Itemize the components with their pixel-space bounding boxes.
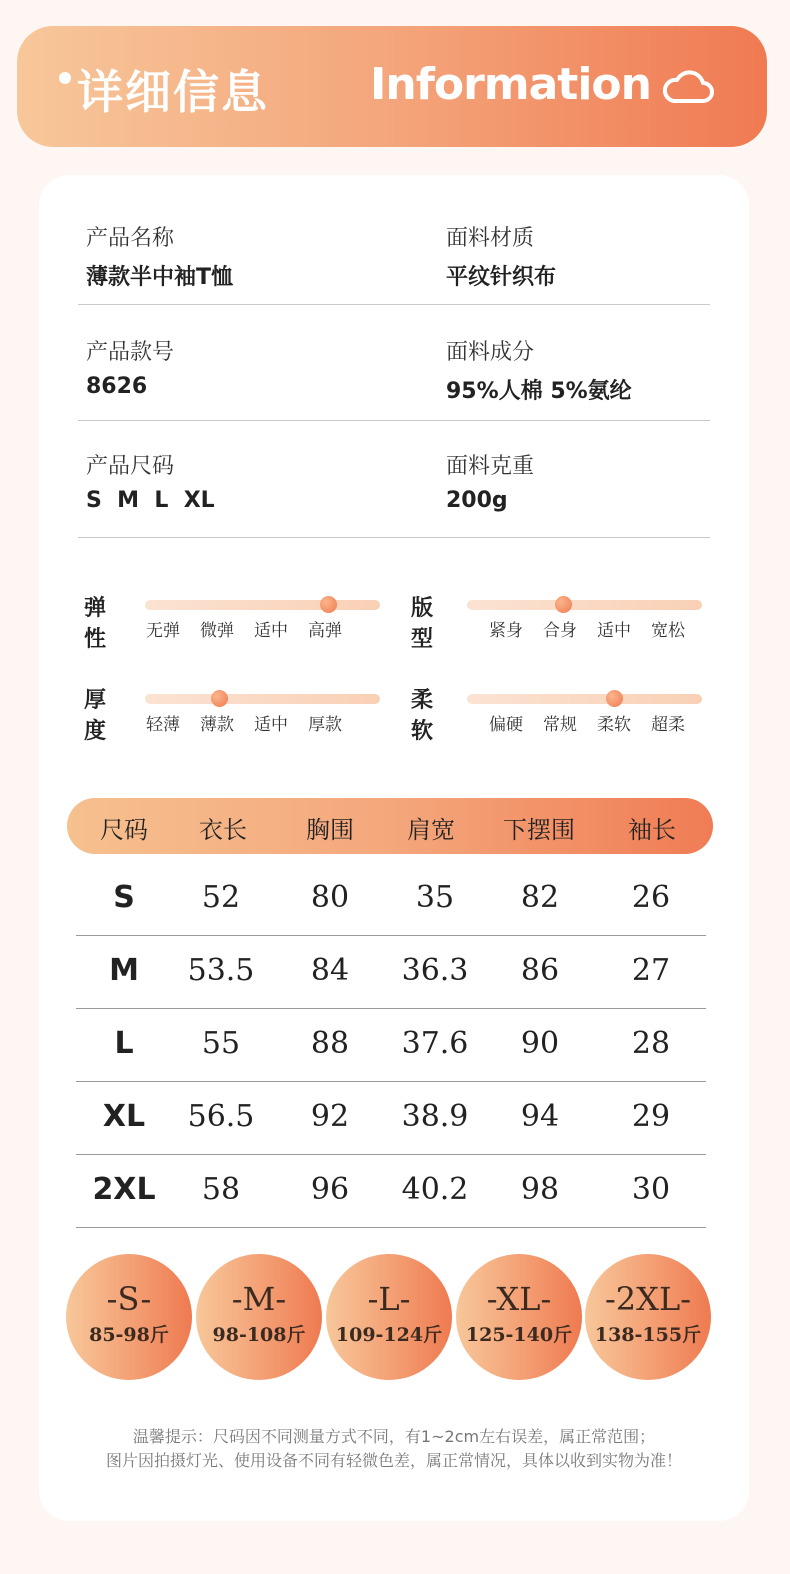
- size-cell: 80: [310, 880, 350, 915]
- attr-option: 柔软: [597, 715, 631, 735]
- info-row: [78, 305, 710, 421]
- size-header-cell: 袖长: [628, 816, 676, 844]
- badge-size: -S-: [106, 1280, 152, 1318]
- badge-size: -L-: [367, 1280, 411, 1318]
- attr-track: [145, 694, 380, 704]
- info-value: 平纹针织布: [446, 265, 557, 290]
- size-cell: 96: [310, 1172, 350, 1207]
- attr-option: 适中: [254, 621, 288, 641]
- size-cell: S: [113, 880, 135, 915]
- weight-badge: [66, 1254, 192, 1380]
- size-cell: 38.9: [401, 1099, 469, 1134]
- size-cell: 53.5: [187, 953, 255, 988]
- attr-options: [489, 616, 705, 641]
- size-cell: 26: [631, 880, 671, 915]
- size-cell: 36.3: [401, 953, 469, 988]
- info-cell: [86, 335, 174, 399]
- size-cell: 94: [520, 1099, 560, 1134]
- info-cell: [446, 335, 632, 405]
- header-title-cn: 详细信息: [77, 65, 269, 119]
- size-header-cell: 尺码: [100, 816, 148, 844]
- attr-option: 合身: [543, 621, 577, 641]
- attr-option: 宽松: [651, 621, 685, 641]
- dot-icon: [59, 72, 71, 84]
- weight-badge: [585, 1254, 711, 1380]
- size-cell: 35: [415, 880, 455, 915]
- size-cell: 52: [201, 880, 241, 915]
- badge-size: -2XL-: [604, 1280, 691, 1318]
- badge-size: -XL-: [486, 1280, 552, 1318]
- info-cell: [446, 221, 556, 291]
- attr-options: [489, 710, 705, 735]
- size-cell: 56.5: [187, 1099, 255, 1134]
- size-cell: 40.2: [401, 1172, 469, 1207]
- info-row: [78, 421, 710, 538]
- attr-option: 高弹: [308, 621, 342, 641]
- info-value: 薄款半中袖T恤: [86, 265, 234, 290]
- attr-knob: [606, 690, 623, 707]
- size-cell: 27: [631, 953, 671, 988]
- attr-options: [146, 710, 362, 735]
- size-cell: 82: [520, 880, 560, 915]
- size-cell: 90: [520, 1026, 560, 1061]
- size-cell: 29: [631, 1099, 671, 1134]
- size-table-row: [76, 1009, 706, 1082]
- attr-option: 无弹: [146, 621, 180, 641]
- info-label: 产品名称: [86, 226, 175, 251]
- detail-card: [39, 175, 749, 1521]
- attr-option: 适中: [597, 621, 631, 641]
- size-cell: 86: [520, 953, 560, 988]
- size-cell: 58: [201, 1172, 241, 1207]
- info-value: 95%人棉 5%氨纶: [446, 379, 632, 404]
- info-value: 8626: [86, 374, 148, 399]
- size-cell: 30: [631, 1172, 671, 1207]
- size-table-row: [76, 1082, 706, 1155]
- attr-track: [145, 600, 380, 610]
- attr-option: 微弹: [200, 621, 234, 641]
- size-table-row: [76, 863, 706, 936]
- info-row: [78, 215, 710, 305]
- attr-option: 紧身: [489, 621, 523, 641]
- attr-name: 版型: [411, 596, 434, 652]
- weight-badge: [326, 1254, 452, 1380]
- attr-option: 轻薄: [146, 715, 180, 735]
- attr-option: 超柔: [651, 715, 685, 735]
- info-cell: [446, 449, 534, 513]
- info-value: 200g: [446, 488, 508, 513]
- badge-size: -M-: [231, 1280, 287, 1318]
- badge-weight: 98-108斤: [212, 1324, 306, 1346]
- attr-option: 厚款: [308, 715, 342, 735]
- header-banner: [17, 26, 767, 147]
- badge-weight: 138-155斤: [594, 1324, 702, 1346]
- attr-track: [467, 600, 702, 610]
- size-cell: 55: [201, 1026, 241, 1061]
- size-cell: 98: [520, 1172, 560, 1207]
- attr-option: 偏硬: [489, 715, 523, 735]
- attr-option: 适中: [254, 715, 288, 735]
- header-title-en: Information: [370, 59, 651, 110]
- size-header-cell: 肩宽: [407, 816, 455, 844]
- size-cell: 37.6: [401, 1026, 469, 1061]
- attr-name: 厚度: [84, 688, 107, 744]
- cloud-icon: [661, 68, 715, 106]
- info-label: 面料克重: [446, 454, 535, 479]
- attr-knob: [555, 596, 572, 613]
- size-cell: 92: [310, 1099, 350, 1134]
- size-cell: 28: [631, 1026, 671, 1061]
- size-cell: 88: [310, 1026, 350, 1061]
- size-cell: XL: [102, 1099, 146, 1134]
- size-header-cell: 衣长: [199, 816, 247, 844]
- info-label: 面料材质: [446, 226, 535, 251]
- size-cell: 2XL: [92, 1172, 156, 1207]
- badge-weight: 125-140斤: [465, 1324, 573, 1346]
- info-label: 面料成分: [446, 340, 535, 365]
- size-table-row: [76, 1155, 706, 1228]
- size-header-cell: 下摆围: [503, 816, 575, 844]
- attr-name: 柔软: [411, 688, 434, 744]
- info-cell: [86, 449, 215, 513]
- size-cell: M: [109, 953, 139, 988]
- attr-name: 弹性: [84, 596, 107, 652]
- note-line: 图片因拍摄灯光、使用设备不同有轻微色差，属正常情况，具体以收到实物为准！: [105, 1451, 682, 1470]
- size-header-cell: 胸围: [306, 816, 354, 844]
- info-value: S M L XL: [86, 488, 215, 513]
- attr-option: 常规: [543, 715, 577, 735]
- info-cell: [86, 221, 233, 291]
- attr-option: 薄款: [200, 715, 234, 735]
- size-table-header: [67, 798, 713, 854]
- attr-track: [467, 694, 702, 704]
- size-cell: 84: [310, 953, 350, 988]
- note-line: 温馨提示：尺码因不同测量方式不同，有1~2cm左右误差，属正常范围；: [132, 1427, 656, 1446]
- attr-knob: [211, 690, 228, 707]
- attr-knob: [320, 596, 337, 613]
- attr-options: [146, 616, 362, 641]
- badge-weight: 85-98斤: [89, 1324, 169, 1346]
- badge-weight: 109-124斤: [335, 1324, 443, 1346]
- info-label: 产品款号: [86, 340, 175, 365]
- size-cell: L: [114, 1026, 134, 1061]
- weight-badge: [196, 1254, 322, 1380]
- info-label: 产品尺码: [86, 454, 175, 479]
- size-table-row: [76, 936, 706, 1009]
- weight-badge: [456, 1254, 582, 1380]
